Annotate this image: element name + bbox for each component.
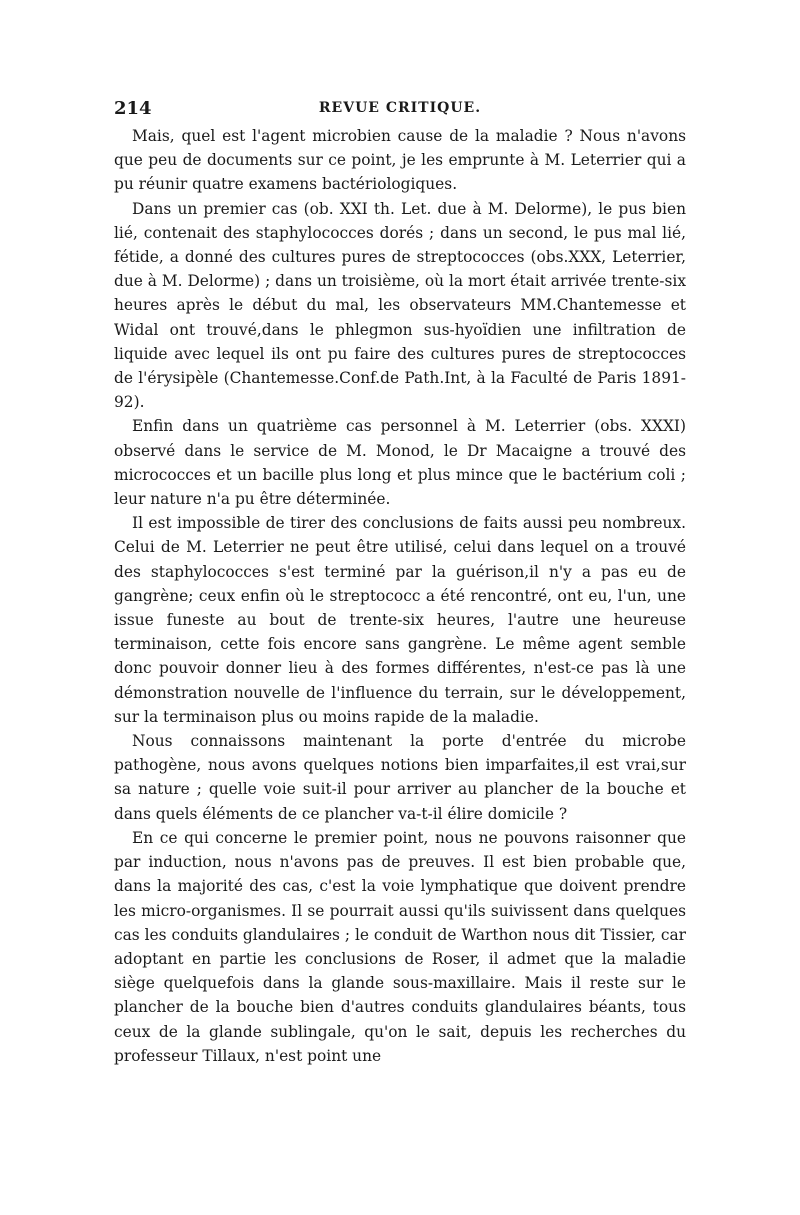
page-header: [114, 98, 686, 124]
paragraph: Il est impossible de tirer des conclusions de faits aussi peu nombreux. Celui de M. Leterrier ne peut être utilisé, celui dans lequel on a trouvé des staphylococces s'est terminé par la guérison,il n'y a pas eu de gangrène; ceux enfin où le streptococc a été rencontré, ont eu, l'un, une issue funeste au bout de trente-six heures, l'autre une heureuse terminaison, cette fois encore sans gangrène. Le même agent semble donc pouvoir donner lieu à des formes différentes, n'est-ce pas là une démonstration nouvelle de l'influence du terrain, sur le développement, sur la terminaison plus ou moins rapide de la maladie.: [114, 514, 686, 726]
body-text: [114, 124, 686, 1068]
paragraph: Dans un premier cas (ob. XXI th. Let. due à M. Delorme), le pus bien lié, contenait des staphylococces dorés ; dans un second, le pus mal lié, fétide, a donné des cultures pures de streptococces (obs.XXX, Leterrier, due à M. Delorme) ; dans un troisième, où la mort était arrivée trente-six heures après le début du mal, les observateurs MM.Chantemesse et Widal ont trouvé,dans le phlegmon sus-hyoïdien une infiltration de liquide avec lequel ils ont pu faire des cultures pures de streptococces de l'érysipèle (Chantemesse.Conf.de Path.Int, à la Faculté de Paris 1891-92).: [114, 199, 686, 412]
paragraph: Enfin dans un quatrième cas personnel à M. Leterrier (obs. XXXI) observé dans le service de M. Monod, le Dr Macaigne a trouvé des micrococces et un bacille plus long et plus mince que le bactérium coli ; leur nature n'a pu être déterminée.: [114, 417, 686, 509]
page-number: 214: [114, 98, 152, 119]
paragraph: Nous connaissons maintenant la porte d'entrée du microbe pathogène, nous avons quelques notions bien imparfaites,il est vrai,sur sa nature ; quelle voie suit-il pour arriver au plancher de la bouche et dans quels éléments de ce plancher va-t-il élire domicile ?: [114, 732, 686, 823]
running-title: REVUE CRITIQUE.: [318, 100, 482, 116]
page: [114, 98, 686, 1068]
paragraph: Mais, quel est l'agent microbien cause de la maladie ? Nous n'avons que peu de documents sur ce point, je les emprunte à M. Leterrier qui a pu réunir quatre examens bactériologiques.: [114, 127, 686, 194]
paragraph: En ce qui concerne le premier point, nous ne pouvons raisonner que par induction, nous n'avons pas de preuves. Il est bien probable que, dans la majorité des cas, c'est la voie lymphatique que doivent prendre les micro-organismes. Il se pourrait aussi qu'ils suivissent dans quelques cas les conduits glandulaires ; le conduit de Warthon nous dit Tissier, car adoptant en partie les conclusions de Roser, il admet que la maladie siège quelquefois dans la glande sous-maxillaire. Mais il reste sur le plancher de la bouche bien d'autres conduits glandulaires béants, tous ceux de la glande sublingale, qu'on le sait, depuis les recherches du professeur Tillaux, n'est point une: [114, 828, 686, 1065]
